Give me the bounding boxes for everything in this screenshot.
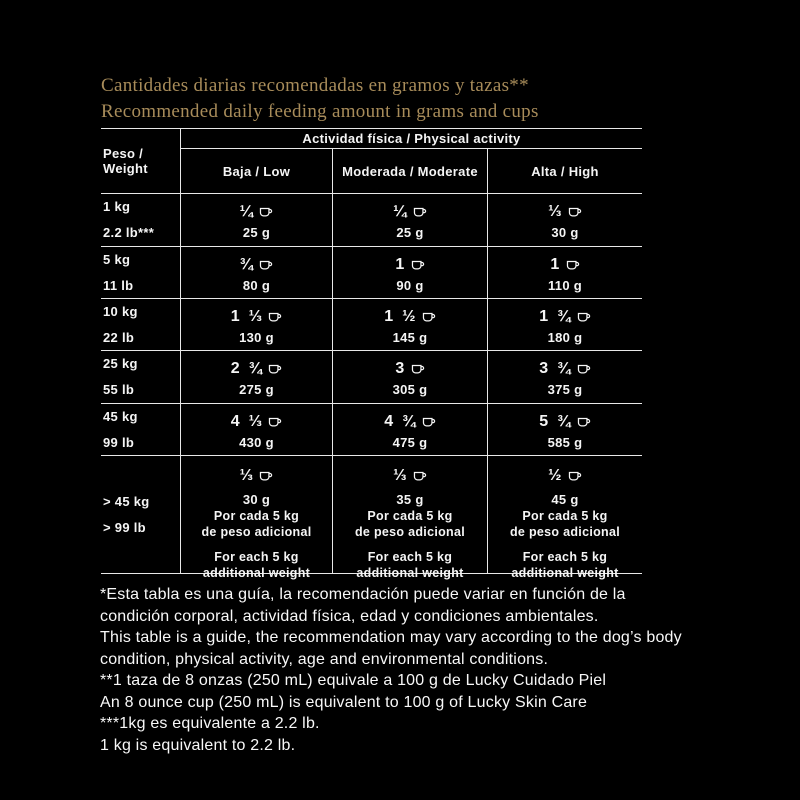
footnote-line: **1 taza de 8 onzas (250 mL) equivale a 100 g de Lucky Cuidado Piel xyxy=(100,672,607,689)
cup-fraction: 1 ½ xyxy=(384,308,416,325)
grams-amount: 90 g xyxy=(396,278,424,293)
weight-cell xyxy=(101,456,181,574)
feeding-cell xyxy=(487,247,642,299)
measuring-cup-icon xyxy=(411,364,425,375)
grams-amount: 80 g xyxy=(242,278,271,293)
feeding-cell xyxy=(332,351,487,404)
title-english: Recommended daily feeding amount in grams and cups xyxy=(101,101,539,122)
per-extra-weight-note-en: For each 5 kg additional weight xyxy=(511,550,619,580)
weight-kg: 25 kg xyxy=(103,356,138,371)
cup-amount xyxy=(550,256,579,274)
feeding-cell xyxy=(487,194,642,247)
footnotes xyxy=(100,584,760,756)
per-extra-weight-note-es: Por cada 5 kg de peso adicional xyxy=(510,509,620,539)
feeding-cell xyxy=(332,404,487,456)
cup-fraction: ½ xyxy=(548,467,562,484)
measuring-cup-icon xyxy=(413,471,427,482)
measuring-cup-icon xyxy=(268,417,282,428)
footnote-line: condition, physical activity, age and environmental conditions. xyxy=(100,650,549,668)
grams-amount: 30 g xyxy=(551,225,579,240)
measuring-cup-icon xyxy=(268,312,282,323)
grams-amount: 585 g xyxy=(547,435,583,450)
cup-fraction: ⅓ xyxy=(393,467,407,484)
weight-cell xyxy=(101,299,181,351)
cup-amount xyxy=(240,203,274,221)
weight-lb: 22 lb xyxy=(103,329,135,345)
cup-amount xyxy=(393,467,427,485)
activity-level-moderate: Moderada / Moderate xyxy=(332,149,487,194)
cup-fraction: 4 ⅓ xyxy=(230,413,263,430)
footnote-line: An 8 ounce cup (250 mL) is equivalent to 100 g of Lucky Skin Care xyxy=(100,693,588,711)
weight-kg: 1 kg xyxy=(103,199,131,214)
cup-fraction: 3 ¾ xyxy=(539,360,571,377)
weight-cell xyxy=(101,351,181,404)
cup-fraction: 1 xyxy=(550,256,560,273)
measuring-cup-icon xyxy=(259,207,273,218)
weight-kg: 45 kg xyxy=(103,408,138,424)
feeding-cell xyxy=(181,456,332,580)
cup-fraction: ¼ xyxy=(239,203,254,220)
cup-amount xyxy=(231,308,283,326)
feeding-cell xyxy=(487,456,642,580)
grams-amount: 375 g xyxy=(547,382,583,397)
cup-amount xyxy=(548,203,582,221)
footnote-line: This table is a guide, the recommendation may vary according to the dog’s body xyxy=(100,629,682,646)
grams-amount: 475 g xyxy=(392,435,428,450)
feeding-cell xyxy=(181,351,332,404)
cup-amount xyxy=(393,203,427,221)
measuring-cup-icon xyxy=(577,312,591,323)
footnote-line: 1 kg is equivalent to 2.2 lb. xyxy=(100,736,296,754)
feeding-cell xyxy=(181,194,332,247)
grams-amount: 25 g xyxy=(396,225,424,240)
measuring-cup-icon xyxy=(577,364,591,375)
grams-amount: 35 g xyxy=(396,492,424,507)
cup-amount xyxy=(539,413,591,431)
cup-amount xyxy=(240,256,274,274)
measuring-cup-icon xyxy=(422,312,436,323)
grams-amount: 45 g xyxy=(551,492,579,507)
cup-fraction: ⅓ xyxy=(239,467,254,484)
per-extra-weight-note-es: Por cada 5 kg de peso adicional xyxy=(201,509,312,539)
footnote-line: *Esta tabla es una guía, la recomendación puede variar en función de la xyxy=(100,586,626,603)
weight-lb: 55 lb xyxy=(103,382,135,397)
cup-fraction: 2 ¾ xyxy=(230,360,263,377)
feeding-cell xyxy=(181,404,332,456)
grams-amount: 25 g xyxy=(242,225,271,240)
cup-amount xyxy=(240,467,274,485)
cup-fraction: 4 ¾ xyxy=(384,413,416,430)
feeding-cell xyxy=(487,351,642,404)
feeding-cell xyxy=(332,194,487,247)
activity-header: Actividad física / Physical activity xyxy=(181,129,642,149)
weight-cell xyxy=(101,247,181,299)
cup-fraction: ¼ xyxy=(393,203,407,220)
weight-lb: 2.2 lb*** xyxy=(103,225,155,240)
grams-amount: 430 g xyxy=(239,435,274,450)
measuring-cup-icon xyxy=(568,471,582,482)
weight-kg: > 45 kg xyxy=(103,493,150,509)
measuring-cup-icon xyxy=(413,207,427,218)
cup-fraction: 1 ¾ xyxy=(539,308,571,325)
feeding-cell xyxy=(181,299,332,351)
page-title xyxy=(101,73,539,125)
cup-amount xyxy=(231,413,283,431)
feeding-cell xyxy=(332,299,487,351)
weight-lb: 99 lb xyxy=(103,434,135,450)
measuring-cup-icon xyxy=(422,417,436,428)
measuring-cup-icon xyxy=(411,260,425,271)
activity-level-low: Baja / Low xyxy=(181,149,332,194)
activity-level-high: Alta / High xyxy=(487,149,642,194)
cup-fraction: ¾ xyxy=(239,256,254,273)
cup-amount xyxy=(539,308,591,326)
weight-kg: 10 kg xyxy=(103,303,138,319)
per-extra-weight-note-en: For each 5 kg additional weight xyxy=(202,550,311,580)
cup-amount xyxy=(384,308,436,326)
weight-lb: 11 lb xyxy=(103,277,134,293)
per-extra-weight-note-en: For each 5 kg additional weight xyxy=(356,550,464,580)
grams-amount: 275 g xyxy=(239,382,274,397)
cup-fraction: 3 xyxy=(395,360,405,377)
grams-amount: 305 g xyxy=(392,382,428,397)
weight-kg: 5 kg xyxy=(103,251,131,267)
measuring-cup-icon xyxy=(577,417,591,428)
cup-amount xyxy=(395,256,424,274)
feeding-cell xyxy=(332,247,487,299)
title-spanish: Cantidades diarias recomendadas en gramos y tazas** xyxy=(101,75,529,96)
cup-fraction: ⅓ xyxy=(548,203,562,220)
grams-amount: 30 g xyxy=(242,492,271,507)
per-extra-weight-note-es: Por cada 5 kg de peso adicional xyxy=(355,509,465,539)
feeding-table xyxy=(101,128,642,580)
feeding-cell xyxy=(332,456,487,580)
feeding-cell xyxy=(181,247,332,299)
cup-amount xyxy=(539,360,591,378)
measuring-cup-icon xyxy=(259,471,273,482)
cup-amount xyxy=(231,360,283,378)
footnote-line: ***1kg es equivalente a 2.2 lb. xyxy=(100,715,320,732)
feeding-cell xyxy=(487,404,642,456)
weight-cell xyxy=(101,194,181,247)
weight-lb: > 99 lb xyxy=(103,519,146,535)
measuring-cup-icon xyxy=(268,364,282,375)
measuring-cup-icon xyxy=(566,260,580,271)
cup-fraction: 5 ¾ xyxy=(539,413,571,430)
cup-amount xyxy=(548,467,582,485)
grams-amount: 130 g xyxy=(239,330,274,345)
cup-amount xyxy=(395,360,424,378)
measuring-cup-icon xyxy=(568,207,582,218)
measuring-cup-icon xyxy=(259,260,273,271)
grams-amount: 145 g xyxy=(392,330,428,345)
cup-fraction: 1 xyxy=(395,256,405,273)
weight-cell xyxy=(101,404,181,456)
footnote-line: condición corporal, actividad física, edad y condiciones ambientales. xyxy=(100,607,599,625)
cup-fraction: 1 ⅓ xyxy=(230,308,263,325)
grams-amount: 180 g xyxy=(547,330,583,345)
feeding-cell xyxy=(487,299,642,351)
weight-column-header: Peso / Weight xyxy=(101,129,181,194)
cup-amount xyxy=(384,413,436,431)
grams-amount: 110 g xyxy=(547,278,583,293)
